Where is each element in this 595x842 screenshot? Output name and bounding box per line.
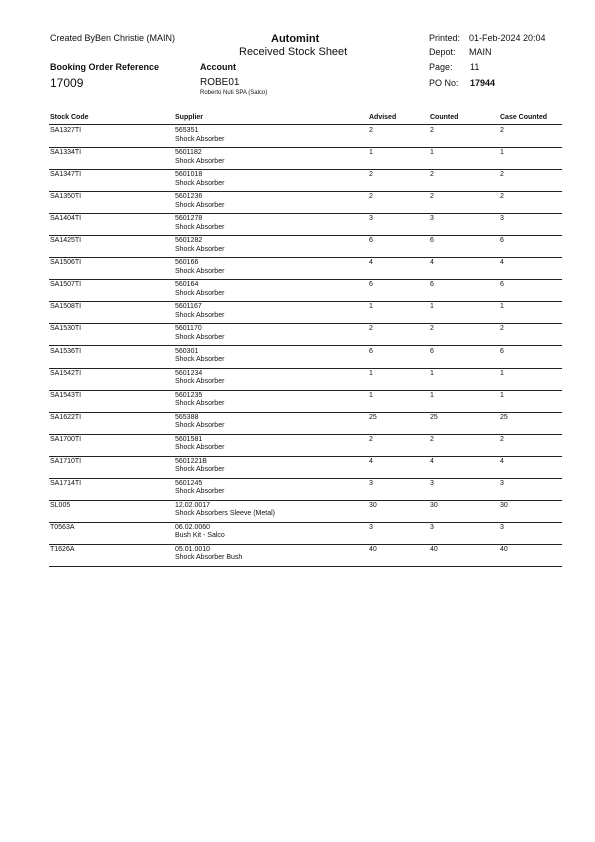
advised-cell: 2 bbox=[369, 193, 373, 201]
case-counted-cell: 2 bbox=[500, 325, 504, 333]
po-value: 17944 bbox=[470, 78, 496, 88]
supplier-code: 5601182 bbox=[175, 149, 202, 157]
case-counted-cell: 4 bbox=[500, 259, 504, 267]
case-counted-cell: 4 bbox=[500, 457, 504, 465]
table-row bbox=[49, 522, 562, 545]
stock-code-cell: SA1543TI bbox=[50, 391, 82, 399]
table-row bbox=[49, 257, 562, 280]
stock-code-cell: SA1700TI bbox=[50, 435, 82, 443]
supplier-description: Shock Absorber bbox=[175, 466, 225, 474]
table-row bbox=[49, 213, 562, 236]
stock-code-cell: SA1542TI bbox=[50, 369, 82, 377]
case-counted-cell: 3 bbox=[500, 479, 504, 487]
counted-cell: 6 bbox=[430, 281, 434, 289]
advised-cell: 2 bbox=[369, 435, 373, 443]
printed-value: 01-Feb-2024 20:04 bbox=[469, 33, 546, 43]
advised-cell: 2 bbox=[369, 171, 373, 179]
case-counted-cell: 3 bbox=[500, 523, 504, 531]
depot-value: MAIN bbox=[469, 47, 492, 57]
counted-cell: 2 bbox=[430, 127, 434, 134]
supplier-code: 05.01.0010 bbox=[175, 545, 211, 553]
case-counted-cell: 1 bbox=[500, 149, 504, 157]
table-row bbox=[49, 147, 562, 170]
case-counted-cell: 1 bbox=[500, 303, 504, 311]
case-counted-cell: 2 bbox=[500, 127, 504, 134]
stock-code-cell: SA1347TI bbox=[50, 171, 82, 179]
supplier-description: Shock Absorber bbox=[175, 400, 225, 408]
supplier-cell bbox=[175, 325, 224, 342]
stock-code-cell: SA1536TI bbox=[50, 347, 82, 355]
supplier-description: Shock Absorber bbox=[175, 289, 225, 297]
table-row bbox=[49, 323, 562, 346]
table-row bbox=[49, 235, 562, 258]
supplier-code: 06.02.0060 bbox=[175, 523, 211, 531]
supplier-code: 12.02.0017 bbox=[175, 501, 211, 509]
advised-cell: 2 bbox=[369, 127, 373, 134]
stock-code-cell: SA1327TI bbox=[50, 127, 82, 134]
booking-ref-value: 17009 bbox=[50, 76, 84, 90]
supplier-cell bbox=[175, 348, 224, 365]
supplier-description: Shock Absorber bbox=[175, 245, 225, 253]
counted-cell: 3 bbox=[430, 479, 434, 487]
counted-cell: 4 bbox=[430, 259, 434, 267]
supplier-cell bbox=[175, 171, 224, 188]
supplier-description: Shock Absorber bbox=[175, 422, 225, 430]
supplier-cell bbox=[175, 149, 224, 166]
advised-cell: 1 bbox=[369, 149, 373, 157]
supplier-code: 5601234 bbox=[175, 369, 203, 377]
company-name: Automint bbox=[271, 33, 320, 45]
supplier-description: Shock Absorber bbox=[175, 356, 225, 363]
stock-code-cell: SA1530TI bbox=[50, 325, 82, 333]
supplier-description: Shock Absorber bbox=[175, 378, 225, 386]
advised-cell: 2 bbox=[369, 325, 373, 333]
created-by-label: Created By: bbox=[50, 33, 98, 43]
stock-code-cell: SA1506TI bbox=[50, 259, 82, 267]
case-counted-cell: 1 bbox=[500, 369, 504, 377]
table-row bbox=[49, 434, 562, 457]
stock-code-cell: SA1425TI bbox=[50, 237, 82, 245]
counted-cell: 40 bbox=[430, 545, 438, 553]
case-counted-cell: 6 bbox=[500, 281, 504, 289]
table-row bbox=[49, 500, 562, 523]
case-counted-cell: 40 bbox=[500, 545, 508, 553]
counted-cell: 2 bbox=[430, 325, 434, 333]
counted-cell: 1 bbox=[430, 391, 434, 399]
supplier-description: Shock Absorber bbox=[175, 444, 225, 452]
advised-cell: 3 bbox=[369, 479, 373, 487]
advised-cell: 6 bbox=[369, 347, 373, 355]
column-header-counted: Counted bbox=[430, 114, 459, 121]
case-counted-cell: 6 bbox=[500, 237, 504, 245]
counted-cell: 2 bbox=[430, 193, 434, 201]
counted-cell: 2 bbox=[430, 171, 434, 179]
case-counted-cell: 30 bbox=[500, 501, 508, 509]
counted-cell: 25 bbox=[430, 413, 438, 421]
po-label: PO No: bbox=[429, 78, 459, 88]
supplier-description: Shock Absorber bbox=[175, 157, 225, 165]
supplier-cell bbox=[175, 215, 224, 232]
advised-cell: 30 bbox=[369, 501, 377, 509]
page-value: 11 bbox=[470, 62, 480, 72]
table-row bbox=[49, 544, 562, 567]
advised-cell: 1 bbox=[369, 369, 373, 377]
stock-code-cell: SA1622TI bbox=[50, 413, 82, 421]
supplier-code: 560166 bbox=[175, 259, 199, 267]
account-name: Roberto Nuti SPA (Salco) bbox=[200, 90, 268, 96]
account-value: ROBE01 bbox=[200, 77, 240, 88]
column-header-stock-code: Stock Code bbox=[50, 114, 89, 121]
column-header-supplier: Supplier bbox=[175, 114, 204, 121]
table-row bbox=[49, 368, 562, 391]
counted-cell: 2 bbox=[430, 435, 434, 443]
supplier-cell bbox=[175, 480, 224, 497]
counted-cell: 1 bbox=[430, 149, 434, 157]
counted-cell: 4 bbox=[430, 457, 434, 465]
supplier-description: Shock Absorber bbox=[175, 267, 225, 275]
table-row bbox=[49, 390, 562, 413]
table-header bbox=[49, 114, 562, 125]
column-header-case-counted: Case Counted bbox=[500, 114, 548, 121]
advised-cell: 1 bbox=[369, 303, 373, 311]
stock-code-cell: SA1507TI bbox=[50, 281, 82, 289]
column-header-advised: Advised bbox=[369, 114, 397, 121]
table-row bbox=[49, 478, 562, 501]
table-row bbox=[49, 412, 562, 435]
supplier-cell bbox=[175, 237, 224, 254]
supplier-code: 5601581 bbox=[175, 435, 203, 443]
counted-cell: 1 bbox=[430, 369, 434, 377]
counted-cell: 3 bbox=[430, 523, 434, 531]
supplier-description: Bush Kit - Salco bbox=[175, 532, 225, 540]
supplier-cell bbox=[175, 303, 224, 320]
counted-cell: 1 bbox=[430, 303, 434, 311]
stock-code-cell: T1626A bbox=[50, 545, 75, 553]
printed-label: Printed: bbox=[429, 33, 461, 43]
supplier-description: Shock Absorber bbox=[175, 135, 225, 143]
supplier-description: Shock Absorber bbox=[175, 311, 225, 319]
stock-code-cell: SA1404TI bbox=[50, 215, 82, 223]
supplier-code: 5601221B bbox=[175, 457, 207, 465]
supplier-code: 565388 bbox=[175, 413, 199, 421]
supplier-cell bbox=[175, 370, 224, 387]
counted-cell: 6 bbox=[430, 347, 434, 355]
case-counted-cell: 2 bbox=[500, 193, 504, 201]
supplier-code: 5601235 bbox=[175, 391, 203, 399]
supplier-cell bbox=[175, 259, 224, 276]
supplier-code: 5601170 bbox=[175, 325, 202, 333]
table-row bbox=[49, 346, 562, 369]
supplier-cell bbox=[175, 546, 242, 563]
table-row bbox=[49, 125, 562, 148]
stock-code-cell: SA1714TI bbox=[50, 479, 82, 487]
account-label: Account bbox=[200, 62, 236, 72]
counted-cell: 30 bbox=[430, 501, 438, 509]
supplier-description: Shock Absorber bbox=[175, 488, 225, 496]
supplier-cell bbox=[175, 502, 275, 519]
supplier-cell bbox=[175, 414, 224, 431]
advised-cell: 25 bbox=[369, 413, 377, 421]
table-row bbox=[49, 279, 562, 302]
case-counted-cell: 3 bbox=[500, 215, 504, 223]
case-counted-cell: 1 bbox=[500, 391, 504, 399]
supplier-code: 5601245 bbox=[175, 479, 203, 487]
supplier-description: Shock Absorber Bush bbox=[175, 554, 243, 562]
case-counted-cell: 2 bbox=[500, 435, 504, 443]
case-counted-cell: 6 bbox=[500, 347, 504, 355]
supplier-cell bbox=[175, 458, 224, 475]
supplier-code: 560301 bbox=[175, 347, 199, 355]
case-counted-cell: 2 bbox=[500, 171, 504, 179]
supplier-cell bbox=[175, 193, 224, 210]
supplier-code: 5601282 bbox=[175, 237, 203, 245]
report-title: Received Stock Sheet bbox=[239, 46, 348, 58]
supplier-code: 565351 bbox=[175, 127, 199, 134]
supplier-description: Shock Absorber bbox=[175, 179, 225, 187]
supplier-code: 5601278 bbox=[175, 215, 203, 223]
stock-code-cell: SA1350TI bbox=[50, 193, 82, 201]
advised-cell: 1 bbox=[369, 391, 373, 399]
supplier-code: 5601018 bbox=[175, 171, 203, 179]
advised-cell: 3 bbox=[369, 215, 373, 223]
page-label: Page: bbox=[429, 62, 453, 72]
table-row bbox=[49, 301, 562, 324]
advised-cell: 4 bbox=[369, 259, 373, 267]
counted-cell: 3 bbox=[430, 215, 434, 223]
supplier-description: Shock Absorbers Sleeve (Metal) bbox=[175, 510, 275, 518]
advised-cell: 40 bbox=[369, 545, 377, 553]
supplier-code: 560164 bbox=[175, 281, 199, 289]
supplier-code: 5601167 bbox=[175, 303, 202, 311]
advised-cell: 3 bbox=[369, 523, 373, 531]
supplier-cell bbox=[175, 281, 224, 298]
advised-cell: 4 bbox=[369, 457, 373, 465]
supplier-cell bbox=[175, 524, 225, 541]
supplier-cell bbox=[175, 127, 224, 144]
stock-code-cell: SL005 bbox=[50, 501, 71, 509]
case-counted-cell: 25 bbox=[500, 413, 508, 421]
depot-label: Depot: bbox=[429, 47, 456, 57]
stock-code-cell: T0563A bbox=[50, 523, 75, 531]
counted-cell: 6 bbox=[430, 237, 434, 245]
table-row bbox=[49, 169, 562, 192]
supplier-cell bbox=[175, 436, 224, 453]
supplier-cell bbox=[175, 392, 224, 409]
supplier-description: Shock Absorber bbox=[175, 223, 225, 231]
supplier-description: Shock Absorber bbox=[175, 201, 225, 209]
booking-ref-label: Booking Order Reference bbox=[50, 62, 160, 72]
advised-cell: 6 bbox=[369, 281, 373, 289]
stock-code-cell: SA1508TI bbox=[50, 303, 82, 311]
stock-code-cell: SA1710TI bbox=[50, 457, 82, 465]
advised-cell: 6 bbox=[369, 237, 373, 245]
stock-code-cell: SA1334TI bbox=[50, 149, 82, 157]
supplier-description: Shock Absorber bbox=[175, 333, 225, 341]
supplier-code: 5601236 bbox=[175, 193, 203, 201]
table-row bbox=[49, 191, 562, 214]
created-by-value: Ben Christie (MAIN) bbox=[95, 33, 176, 43]
table-row bbox=[49, 456, 562, 479]
